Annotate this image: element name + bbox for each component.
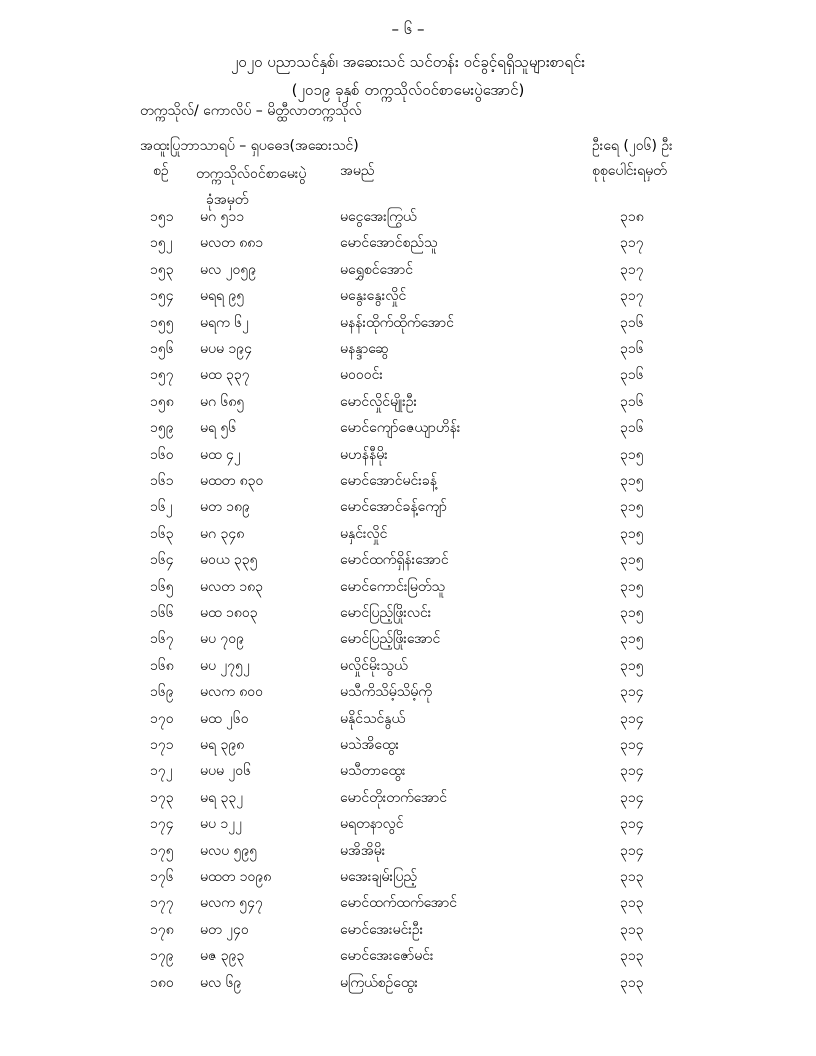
table-row <box>0 577 816 603</box>
score-cell: ၃၁၄ <box>620 710 644 727</box>
table-row <box>0 946 816 972</box>
table-row <box>0 260 816 286</box>
table-row <box>0 814 816 840</box>
roll-number-cell: မလက ၅၄၇ <box>200 895 263 912</box>
serial-cell: ၁၆၇ <box>150 631 174 648</box>
serial-cell: ၁၅၄ <box>150 288 174 305</box>
table-row <box>0 867 816 893</box>
name-cell: မောင်အေးဇော်မင်း <box>340 948 434 965</box>
table-row <box>0 365 816 391</box>
table-row <box>0 682 816 708</box>
column-header-total: စုစုပေါင်းရမှတ် <box>592 163 667 179</box>
document-subtitle: (၂၀၁၉ ခုနှစ် တက္ကသိုလ်ဝင်စာမေးပွဲအောင်) <box>291 81 525 99</box>
name-cell: မလှိုင်မိုးသွယ် <box>340 657 408 674</box>
serial-cell: ၁၆၈ <box>150 657 174 674</box>
table-row <box>0 788 816 814</box>
roll-number-cell: မလပ ၅၉၅ <box>200 842 258 859</box>
serial-cell: ၁၅၈ <box>150 393 174 410</box>
serial-cell: ၁၇၁ <box>150 737 174 753</box>
score-cell: ၃၁၆ <box>620 367 644 384</box>
roll-number-cell: မထ ၁၈၀၃ <box>200 605 258 621</box>
headcount-label: ဦးရေ (၂၀၆) ဦး <box>592 138 673 154</box>
roll-number-cell: မရ ၃၉၈ <box>200 737 245 753</box>
score-cell: ၃၁၅ <box>620 631 644 648</box>
serial-cell: ၁၇၇ <box>150 895 174 912</box>
score-cell: ၃၁၄ <box>620 816 644 833</box>
table-row <box>0 603 816 629</box>
roll-number-cell: မတ ၁၈၉ <box>200 499 250 516</box>
name-cell: မောင်တိုးတက်အောင် <box>340 789 448 806</box>
score-cell: ၃၁၄ <box>620 737 644 753</box>
serial-cell: ၁၇၂ <box>150 763 173 780</box>
serial-cell: ၁၆၅ <box>150 578 174 595</box>
roll-number-cell: မပ ၇၀၉ <box>200 631 245 648</box>
table-row <box>0 418 816 444</box>
roll-number-cell: မဂ ၆၈၅ <box>200 393 245 410</box>
serial-cell: ၁၆၁ <box>150 473 174 489</box>
table-row <box>0 497 816 523</box>
score-cell: ၃၁၄ <box>620 763 644 780</box>
serial-cell: ၁၅၃ <box>150 261 174 278</box>
score-cell: ၃၁၄ <box>620 789 644 806</box>
roll-number-cell: မလတ ၁၈၃ <box>200 578 263 595</box>
serial-cell: ၁၅၉ <box>150 420 174 437</box>
score-cell: ၃၁၄ <box>620 684 644 701</box>
roll-number-cell: မရ ၃၃၂ <box>200 789 244 806</box>
serial-cell: ၁၇၃ <box>150 789 174 806</box>
name-cell: မရတနာလွင် <box>340 816 404 833</box>
table-row <box>0 841 816 867</box>
name-cell: မောင်ကျော်ဇေယျာဟိန်း <box>340 420 461 437</box>
serial-cell: ၁၅၅ <box>150 314 174 331</box>
table-row <box>0 445 816 471</box>
score-cell: ၃၁၆ <box>620 314 644 331</box>
name-cell: မောင်ကောင်းမြတ်သူ <box>340 578 446 595</box>
table-row <box>0 286 816 312</box>
roll-number-cell: မထ ၂၆၀ <box>200 710 249 727</box>
name-cell: မောင်ပြည့်ဖြိုးလင်း <box>340 605 432 621</box>
name-cell: မရွှေစင်အောင် <box>340 261 413 278</box>
score-cell: ၃၁၅ <box>620 499 644 516</box>
table-row <box>0 761 816 787</box>
score-cell: ၃၁၄ <box>620 842 644 859</box>
roll-number-cell: မဂ ၃၄၈ <box>200 525 245 542</box>
name-cell: မောင်ထက်ထက်အောင် <box>340 895 458 912</box>
score-cell: ၃၁၃ <box>620 921 644 938</box>
serial-cell: ၁၆၂ <box>150 499 173 516</box>
table-row <box>0 392 816 418</box>
serial-cell: ၁၆၄ <box>150 552 174 569</box>
score-cell: ၃၁၃ <box>620 974 644 991</box>
roll-number-cell: မပ ၂၇၅၂ <box>200 657 250 674</box>
roll-number-cell: မလတ ၈၈၁ <box>200 235 264 252</box>
roll-number-cell: မတ ၂၄၀ <box>200 921 249 938</box>
roll-number-cell: မထ ၄၂ <box>200 446 241 463</box>
table-row <box>0 656 816 682</box>
score-cell: ၃၁၅ <box>620 578 644 595</box>
roll-number-cell: မရရ ၉၅ <box>200 288 245 305</box>
serial-cell: ၁၇၀ <box>150 710 174 727</box>
score-cell: ၃၁၇ <box>620 235 644 252</box>
roll-number-cell: မလက ၈၀၀ <box>200 684 264 701</box>
score-cell: ၃၁၅ <box>620 605 644 621</box>
name-cell: မဟန်နီမိုး <box>340 446 388 463</box>
score-cell: ၃၁၅ <box>620 657 644 674</box>
name-cell: မနိုင်သင်နွယ် <box>340 710 406 727</box>
name-cell: မနန်းထိုက်ထိုက်အောင် <box>340 314 454 331</box>
name-cell: မောင်အေးမင်းဦး <box>340 921 424 938</box>
score-cell: ၃၁၆ <box>620 393 644 410</box>
serial-cell: ၁၅၇ <box>150 367 174 384</box>
name-cell: မောင်အောင်စည်သူ <box>340 235 438 252</box>
score-cell: ၃၁၃ <box>620 869 644 885</box>
table-row <box>0 920 816 946</box>
serial-cell: ၁၇၅ <box>150 842 174 859</box>
serial-cell: ၁၆၆ <box>150 605 174 621</box>
name-cell: မငွေအေးကြွယ် <box>340 209 417 225</box>
table-row <box>0 524 816 550</box>
roll-number-cell: မဝယ ၃၃၅ <box>200 552 258 569</box>
name-cell: မဝဝဝင်း <box>340 367 383 384</box>
serial-cell: ၁၅၆ <box>150 341 174 357</box>
name-cell: မအေးချမ်းပြည့် <box>340 869 417 885</box>
serial-cell: ၁၆၀ <box>150 446 174 463</box>
table-row <box>0 233 816 259</box>
score-cell: ၃၁၈ <box>620 209 644 225</box>
score-cell: ၃၁၃ <box>620 895 644 912</box>
name-cell: မကြယ်စဉ်ထွေး <box>340 974 418 991</box>
name-cell: မသဲအိထွေး <box>340 737 400 753</box>
roll-number-cell: မဇ ၃၉၃ <box>200 948 245 965</box>
name-cell: မသီတာထွေး <box>340 763 406 780</box>
score-cell: ၃၁၇ <box>620 261 644 278</box>
score-cell: ၃၁၅ <box>620 552 644 569</box>
serial-cell: ၁၅၁ <box>150 209 174 225</box>
specialization-label: အထူးပြုဘာသာရပ် – ရှပဓေဒ(အဆေးသင်) <box>140 138 359 154</box>
name-cell: မသီကိသိမ့်သိမ့်ကို <box>340 684 432 701</box>
roll-number-cell: မပ ၁၂၂ <box>200 816 243 833</box>
roll-number-cell: မထတ ၈၃၀ <box>200 473 264 489</box>
table-row <box>0 973 816 999</box>
score-cell: ၃၁၇ <box>620 288 644 305</box>
table-row <box>0 893 816 919</box>
name-cell: မနှင်းလှိုင် <box>340 525 388 542</box>
roll-number-cell: မထ ၃၃၇ <box>200 367 250 384</box>
name-cell: မအိအိမိုး <box>340 842 386 859</box>
name-cell: မနွေးနွေးလှိုင် <box>340 288 407 305</box>
score-cell: ၃၁၆ <box>620 420 644 437</box>
table-row <box>0 550 816 576</box>
column-header-name: အမည် <box>340 163 375 179</box>
table-row <box>0 709 816 735</box>
roll-number-cell: မလ ၆၉ <box>200 974 242 991</box>
score-cell: ၃၁၆ <box>620 341 644 357</box>
serial-cell: ၁၇၈ <box>150 921 174 938</box>
name-cell: မောင်အောင်မင်းခန့် <box>340 473 437 489</box>
serial-cell: ၁၇၄ <box>150 816 174 833</box>
serial-cell: ၁၇၆ <box>150 869 174 885</box>
name-cell: မောင်ထက်ရှိန်းအောင် <box>340 552 449 569</box>
roll-number-cell: မထတ ၁၀၉၈ <box>200 869 272 885</box>
university-label: တက္ကသိုလ်/ ကောလိပ် – မိတ္ထီလာတက္ကသိုလ် <box>140 103 362 119</box>
table-row <box>0 471 816 497</box>
column-header-roll-line2: ခုံအမှတ် <box>206 192 249 208</box>
name-cell: မောင်ပြည့်ဖြိုးအောင် <box>340 631 441 648</box>
roll-number-cell: မပမ ၁၉၄ <box>200 341 253 357</box>
roll-number-cell: မပမ ၂၀၆ <box>200 763 252 780</box>
roll-number-cell: မရက ၆၂ <box>200 314 249 331</box>
serial-cell: ၁၈၀ <box>150 974 174 991</box>
table-row <box>0 339 816 365</box>
table-row <box>0 207 816 233</box>
column-header-roll-line1: တက္ကသိုလ်ဝင်စာမေးပွဲ <box>196 166 307 182</box>
table-row <box>0 313 816 339</box>
score-cell: ၃၁၅ <box>620 473 644 489</box>
name-cell: မောင်လှိုင်မျိုးဦး <box>340 393 418 410</box>
table-row <box>0 735 816 761</box>
roll-number-cell: မရ ၅၆ <box>200 420 237 437</box>
serial-cell: ၁၇၉ <box>150 948 174 965</box>
score-cell: ၃၁၅ <box>620 446 644 463</box>
table-row <box>0 629 816 655</box>
score-cell: ၃၁၃ <box>620 948 644 965</box>
roll-number-cell: မလ ၂၀၅၉ <box>200 261 257 278</box>
score-cell: ၃၁၅ <box>620 525 644 542</box>
name-cell: မနန္ဒာဆွေ <box>340 341 389 357</box>
document-title: ၂၀၂၀ ပညာသင်နှစ်၊ အဆေးသင် သင်တန်း ဝင်ခွင့်ရရှိသူများစာရင်း <box>230 53 586 71</box>
page-number: – ၆ – <box>391 20 425 38</box>
name-cell: မောင်အောင်ခန့်ကျော် <box>340 499 447 516</box>
serial-cell: ၁၅၂ <box>150 235 173 252</box>
serial-cell: ၁၆၃ <box>150 525 174 542</box>
serial-cell: ၁၆၉ <box>150 684 174 701</box>
roll-number-cell: မဂ ၅၁၁ <box>200 209 245 225</box>
column-header-roll <box>196 161 336 213</box>
column-header-serial: စဉ် <box>153 163 169 179</box>
